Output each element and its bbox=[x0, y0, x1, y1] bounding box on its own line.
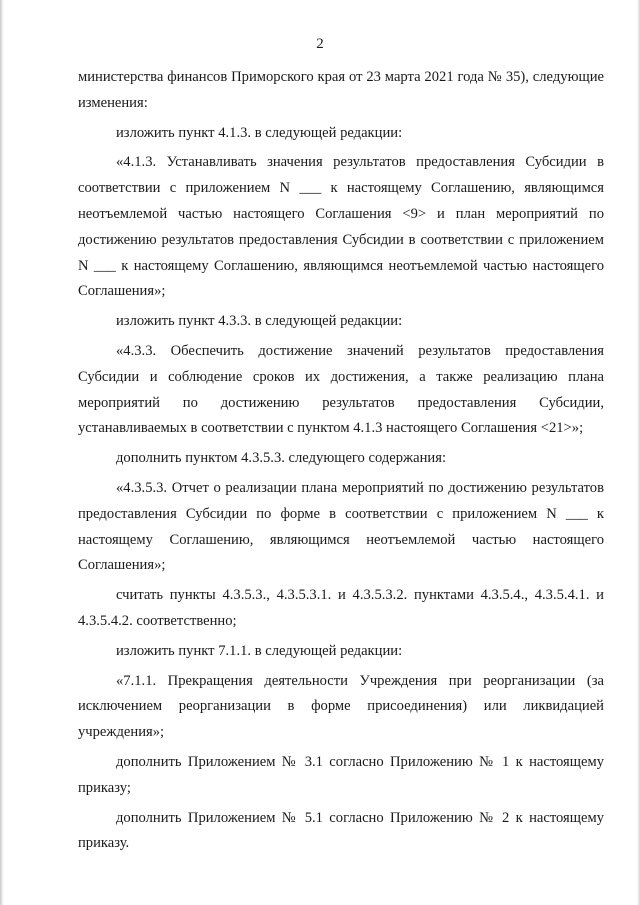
page-number: 2 bbox=[316, 36, 324, 52]
paragraph-appendix-3-1: дополнить Приложением № 3.1 согласно Приложению № 1 к настоящему приказу; bbox=[78, 753, 604, 796]
paragraph-instruction-4-1-3: изложить пункт 4.1.3. в следующей редакции: bbox=[116, 124, 403, 141]
paragraph-renumbering: считать пункты 4.3.5.3., 4.3.5.3.1. и 4.3.5.3.2. пунктами 4.3.5.4., 4.3.5.4.1. и 4.3.5.4.2. соответственно; bbox=[78, 587, 604, 629]
scan-edge-left bbox=[0, 0, 4, 905]
paragraph-clause-7-1-1: «7.1.1. Прекращения деятельности Учреждения при реорганизации (за исключением реорганизации в форме присоединения) или ликвидацией учреждения»; bbox=[78, 672, 604, 741]
paragraph-instruction-4-3-5-3: дополнить пунктом 4.3.5.3. следующего содержания: bbox=[116, 450, 447, 467]
paragraph-clause-4-1-3: «4.1.3. Устанавливать значения результатов предоставления Субсидии в соответствии с приложением N ___ к настоящему Соглашению, являющимся неотъемлемой частью настоящего Соглашения <9> и план мероприятий по достижению результатов предоставления Субсидии в соответствии с приложением N ___ к настоящему Соглашению, являющимся неотъемлемой частью настоящего Соглашения»; bbox=[78, 154, 604, 300]
document-body bbox=[78, 65, 604, 857]
paragraph-intro: министерства финансов Приморского края от 23 марта 2021 года № 35), следующие изменения: bbox=[78, 69, 604, 111]
paragraph-clause-4-3-3: «4.3.3. Обеспечить достижение значений результатов предоставления Субсидии и соблюдение сроков их достижения, а также реализацию плана мероприятий по достижению результатов предоставления Субсидии, устанавливаемых в соответствии с пунктом 4.1.3 настоящего Соглашения <21>»; bbox=[78, 342, 604, 437]
paragraph-appendix-5-1: дополнить Приложением № 5.1 согласно Приложению № 2 к настоящему приказу. bbox=[78, 809, 604, 852]
paragraph-instruction-4-3-3: изложить пункт 4.3.3. в следующей редакции: bbox=[116, 313, 403, 330]
paragraph-instruction-7-1-1: изложить пункт 7.1.1. в следующей редакции: bbox=[116, 642, 403, 659]
paragraph-clause-4-3-5-3: «4.3.5.3. Отчет о реализации плана мероприятий по достижению результатов предоставления Субсидии по форме в соответствии с приложением N ___ к настоящему Соглашению, являющимся неотъемлемой частью настоящего Соглашения»; bbox=[78, 479, 604, 574]
